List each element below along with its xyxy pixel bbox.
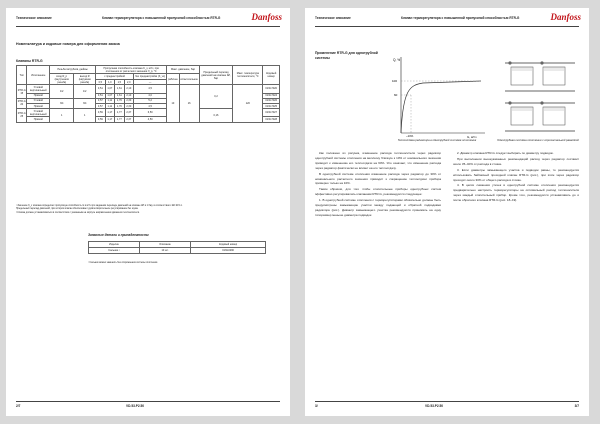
radiator-group-bottom (505, 101, 575, 131)
cell-type: RTR-G 15 (17, 85, 27, 98)
cell-version: Угловой вертикальный (27, 109, 50, 117)
diagram-caption: Однотрубная система отопления с горизонтальной разводкой (497, 139, 579, 142)
col-thread: Резьба патрубков, дюймы (50, 66, 96, 74)
cell-kv: 1,61 (115, 93, 124, 98)
accessories-note: ¹ Сальник можно заменить без опорожнения системы отопления. (88, 262, 158, 264)
radiator (543, 67, 565, 85)
radiator-fins (513, 67, 531, 71)
cell-kv: 0,51 (96, 93, 105, 98)
col-xp: 2,0 (124, 79, 133, 85)
cell-kv: 2,10 (124, 93, 133, 98)
left-page-footer (6, 398, 290, 416)
cell-kv: 0,57 (96, 103, 105, 108)
col-xp: — (134, 79, 167, 85)
footnote: Предельный перепад давлений, при котором клапан обеспечивает удовлетворительное регулирование без шума. (16, 208, 139, 211)
document-code: VD.53.P2.50 (126, 404, 145, 408)
cell-kv: 1,17 (105, 117, 114, 122)
cell-r: 1/2 (74, 85, 96, 98)
col-test: испытательное (179, 74, 199, 85)
text-column-left (315, 151, 441, 219)
col-version: Исполнение (27, 66, 50, 85)
col-xp: 1,5 (115, 79, 124, 85)
col-kvs: без преднастройки (K_vs) (135, 74, 166, 78)
valve-icon (508, 101, 511, 104)
cell-kvs: 5,2 (134, 98, 167, 103)
cell-code: 013G7027 (263, 109, 280, 117)
document-title: Клапан терморегулятора с повышенной пропускной способностью RTR-G (401, 16, 520, 20)
y-axis-label: Q, % (393, 58, 401, 62)
accessories-title: Запасные детали и принадлежности (88, 233, 149, 237)
col-pmax: Макс. давление, бар (167, 66, 199, 74)
cell-version: Прямой (27, 93, 50, 98)
cell-rp: 1 (50, 109, 74, 122)
cell-p-work: 10 (167, 85, 179, 122)
radiator-fins (513, 107, 531, 111)
paragraph: В однотрубной системе отопления изменение расхода через радиатор до 30% от номинального расчетного значения приводит к сокращению теплоотдачи прибора примерно только на 10%. (315, 171, 441, 186)
radiator-fins (545, 67, 563, 71)
valve-icon (540, 61, 543, 64)
section-label: Техническое описание (16, 16, 52, 20)
cell-kv: 2,30 (124, 103, 133, 108)
col-xp: 1,0 (105, 79, 114, 85)
application-heading: Применение RTR-G для однотрубной системы (315, 51, 378, 60)
col-xp: 0,5 (96, 79, 105, 85)
cell-code: 013G0290 (191, 248, 266, 254)
paragraph: Таким образом, для того чтобы отопительные приборы однотрубных систем эффективно регулировались клапанами RTR-G, рекомендуется следующее: (315, 187, 441, 197)
heat-output-graph (389, 51, 489, 139)
cell-kv: 1,11 (105, 103, 114, 108)
col-description: Описание (139, 242, 190, 248)
left-page-header (6, 8, 290, 30)
footer-rule (16, 401, 280, 402)
cell-dp: 0,16 (199, 109, 232, 122)
paragraph: 2. Диаметр клапана RTR-G следует выбирать по диаметру подводок. (457, 151, 554, 155)
text-column-right (453, 151, 579, 204)
cell-kv: 1,61 (115, 85, 124, 93)
col-product: Изделие (89, 242, 140, 248)
cell-kv: 1,11 (105, 98, 114, 103)
cell-version: Прямой (27, 103, 50, 108)
cell-r: 1 (74, 109, 96, 122)
radiator-group-top (505, 61, 575, 91)
cell-r: 3/4 (74, 98, 96, 108)
cell-type: RTR-G 25 (17, 109, 27, 122)
cell-kv: 0,51 (96, 85, 105, 93)
header-rule (315, 26, 579, 27)
accessories-table (88, 241, 266, 254)
header-rule (16, 26, 280, 27)
danfoss-logo: Danfoss (550, 12, 581, 22)
radiator-fins (545, 107, 563, 111)
cell-tmax: 120 (233, 85, 263, 122)
cell-rp: 1/2 (50, 85, 74, 98)
cell-rp: 3/4 (50, 98, 74, 108)
right-page-footer (305, 398, 589, 416)
page-number: 3/7 (574, 404, 579, 408)
paragraph: 1. В однотрубной системе отопления с терморегуляторами обязательно должны быть предусмотрены замыкающие участки между подающей и обратной подводками радиатора (рис.). Диаметр замыкающего участка рекомендуется принимать на одну типоразмер меньше диаметра подводок. (315, 198, 441, 217)
cell-version: Угловой (27, 98, 50, 103)
cell-kv: 0,59 (96, 117, 105, 122)
table-row (89, 248, 266, 254)
cell-kvs: 4,5 (134, 85, 167, 93)
tick-10: ~10% (406, 134, 414, 138)
ordering-heading: Номенклатура и кодовые номера для оформления заказа (16, 42, 120, 46)
tick-60: 60 (394, 93, 398, 97)
tick-100: 100 (392, 79, 398, 83)
cell-code: 013G7024 (263, 93, 280, 98)
page-number: 2/7 (16, 404, 21, 408)
cell-kvs: 6,50 (134, 109, 167, 117)
page-number: 3/ (315, 404, 318, 408)
left-page (6, 8, 290, 416)
radiator (543, 107, 565, 125)
cell-kv: 0,57 (96, 98, 105, 103)
footnote: ¹ Значение K_v клапана определяет пропускную способность G в м³/ч при заданном перепаде давлений на клапане ΔP в 1 бар, в соответствии с EN 215-1. (16, 205, 183, 207)
right-page-header (305, 8, 589, 30)
cell-code: 013G7020 (263, 85, 280, 93)
cell-product: Сальник ¹ (89, 248, 140, 254)
document-code: VD.53.P2.50 (425, 404, 444, 408)
graph-caption: Теплоотдача радиатора в однотрубной системе отопления (397, 139, 477, 142)
heat-output-curve (401, 81, 481, 133)
cell-kv: 1,07 (105, 93, 114, 98)
cell-kvs: 4,50 (134, 117, 167, 122)
cell-p-test: 16 (179, 85, 199, 122)
cell-kv: 2,30 (124, 98, 133, 103)
cell-kv: 1,17 (105, 109, 114, 117)
cell-code: 013G7028 (263, 117, 280, 122)
col-type: Тип (17, 66, 27, 85)
table-row (17, 85, 280, 93)
right-page (305, 8, 589, 416)
cell-description: 10 шт. (139, 248, 190, 254)
cell-kv: 1,77 (115, 117, 124, 122)
col-kv: Пропускная способность клапана K_v, м³/ч, при отклонении от расчетного значения X_p, °C (96, 66, 167, 74)
cell-kv: 1,77 (115, 109, 124, 117)
ordering-table (16, 65, 280, 123)
paragraph: Как положено из рисунка, изменение расхода теплоносителя через радиатор однотрубной системы отопления на величину близкую к 10% от номинального значения приводит к изменению его теплоотдачи на 60%. Это означает, что изменение расхода через радиатор фактически не влияет на его теплоотдачу. (315, 151, 441, 170)
horizontal-system-diagram (501, 51, 579, 137)
valve-icon (508, 61, 511, 64)
paragraph: 4. В целях снижения утечек в однотрубной системе отопления рекомендуется предварительно настроить терморегуляторы на оптимальный расход теплоносителя через каждый отопительный прибор. Кроме того, рекомендуется устанавливать до и после обратного клапана RTR-G (рис. 18–19). (453, 183, 579, 203)
x-axis-label: G, м³/ч (467, 135, 477, 139)
paragraph: При выполнении вышеуказанных рекомендаций расход через радиатор составит около 35–40% от расхода в стояке. (453, 156, 579, 166)
footnote: ² Клапан должен устанавливаться в соответствии с указанным на корпусе направлением движения теплоносителя. (16, 211, 140, 214)
danfoss-logo: Danfoss (251, 12, 282, 22)
cell-kvs: 4,5 (134, 103, 167, 108)
col-work: рабочее (167, 74, 179, 85)
col-code: Кодовый номер (263, 66, 280, 85)
col-preset: с преднастройкой (96, 74, 134, 80)
document-title: Клапан терморегулятора с повышенной пропускной способностью RTR-G (102, 16, 221, 20)
cell-kv: 2,10 (124, 85, 133, 93)
cell-kv: 2,37 (124, 109, 133, 117)
table-footnotes (16, 205, 280, 215)
cell-code: 013G7025 (263, 103, 280, 108)
cell-version: Прямой (27, 117, 50, 122)
col-dp: Предельный перепад давлений на клапане ΔP, бар (199, 66, 232, 85)
cell-type: RTR-G 20 (17, 98, 27, 108)
cell-kvs: 4,0 (134, 93, 167, 98)
cell-kv: 1,76 (115, 98, 124, 103)
col-tmax: Макс. температура теплоносителя, °C (233, 66, 263, 85)
col-rp: вход R_p (внутренняя резьба) (50, 74, 74, 85)
cell-kv: 0,59 (96, 109, 105, 117)
cell-version: Угловой вертикальный (27, 85, 50, 93)
radiator (511, 107, 533, 125)
cell-kv: 2,37 (124, 117, 133, 122)
col-r: выход R (наружная резьба) (74, 74, 96, 85)
cell-code: 013G7026 (263, 98, 280, 103)
section-label: Техническое описание (315, 16, 351, 20)
radiator (511, 67, 533, 85)
col-code: Кодовый номер (191, 242, 266, 248)
valve-icon (540, 101, 543, 104)
valves-subheading: Клапаны RTR-G (16, 59, 43, 63)
paragraph: 3. Если диаметры замыкающего участка и подводок равны, то рекомендуется использовать байпасный проходной клапан RTR-G (рис.), при этом через радиатор проходит около 30% от общего расхода в стояке. (453, 167, 579, 182)
footer-rule (315, 401, 579, 402)
cell-dp: 0,2 (199, 85, 232, 109)
cell-kv: 1,76 (115, 103, 124, 108)
cell-kv: 1,07 (105, 85, 114, 93)
table-header-row (17, 66, 280, 74)
